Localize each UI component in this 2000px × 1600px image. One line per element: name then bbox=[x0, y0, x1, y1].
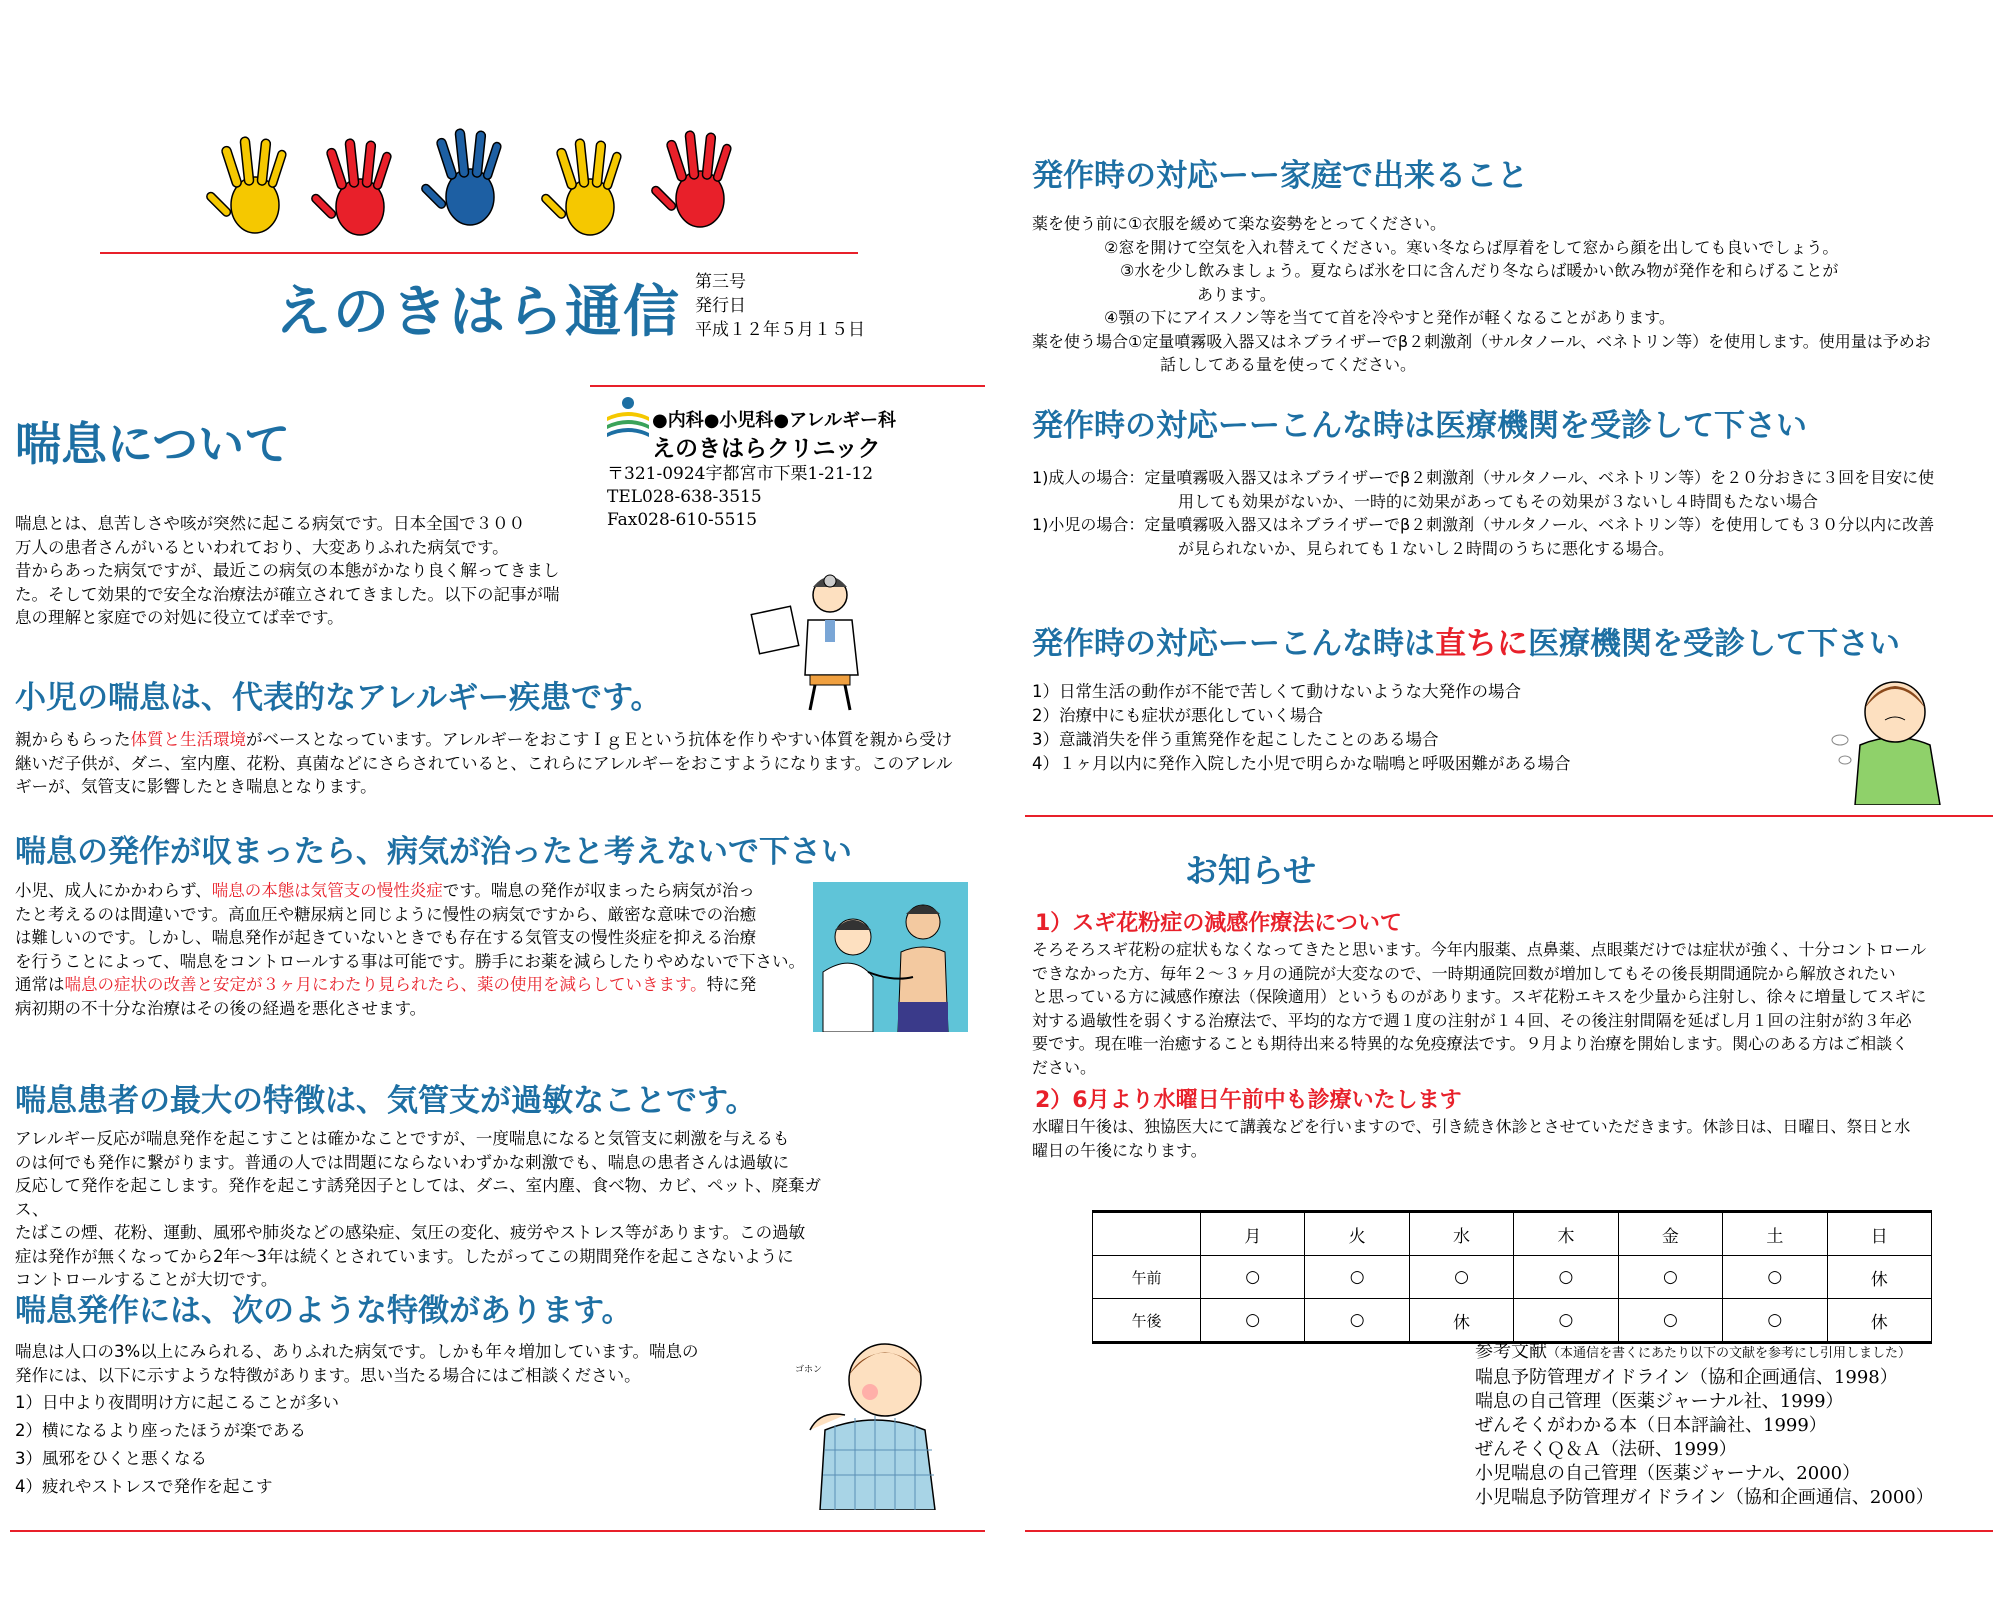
reference-item: ぜんそくＱ＆Ａ（法研、1999） bbox=[1475, 1439, 1737, 1460]
issue-number: 第三号 bbox=[695, 272, 746, 292]
sick-child-illustration bbox=[1830, 670, 1955, 809]
table-cell: ○ bbox=[1514, 1256, 1618, 1299]
reference-item: 小児喘息の自己管理（医薬ジャーナル、2000） bbox=[1475, 1463, 1861, 1484]
highlight: 喘息の症状の改善と安定が３ヶ月にわたり見られたら、薬の使用を減らしていきます。 bbox=[64, 975, 707, 994]
list-item: 3）意識消失を伴う重篤発作を起こしたことのある場合 bbox=[1032, 730, 1439, 749]
references-heading bbox=[1475, 1340, 1995, 1366]
wednesday-line: 曜日の午後になります。 bbox=[1032, 1140, 1207, 1160]
list-item: 2）治療中にも症状が悪化していく場合 bbox=[1032, 706, 1323, 725]
references bbox=[1475, 1340, 1995, 1510]
pollen-notice-text bbox=[1032, 938, 1992, 1079]
clinic-tel: TEL028-638-3515 bbox=[607, 487, 762, 507]
home-line: 話ししてある量を使ってください。 bbox=[1160, 355, 1417, 374]
s2-line-5 bbox=[15, 973, 815, 997]
s2-line: を行うことによって、喘息をコントロールする事は可能です。勝手にお薬を減らしたりやめないで下さい。 bbox=[15, 951, 806, 971]
day-header: 水 bbox=[1409, 1212, 1513, 1256]
table-row bbox=[1093, 1256, 1932, 1299]
list-item: 2）横になるより座ったほうが楽である bbox=[15, 1421, 306, 1440]
table-cell: ○ bbox=[1201, 1256, 1305, 1299]
wednesday-notice-text bbox=[1032, 1115, 1992, 1162]
notice-title: お知らせ bbox=[1185, 851, 1317, 890]
text: 特に発 bbox=[706, 975, 757, 994]
pollen-line: 要です。現在唯一治癒することも期待出来る特異的な免疫療法です。９月より治療を開始します。関心のある方はご相談く bbox=[1032, 1034, 1909, 1053]
pollen-line: できなかった方、毎年２～３ヶ月の通院が大変なので、一時期通院回数が増加してもその後長期間通院から解放されたい bbox=[1032, 963, 1896, 983]
home-line: 薬を使う前に①衣服を緩めて楽な姿勢をとってください。 bbox=[1032, 214, 1447, 233]
pollen-notice-title: 1）スギ花粉症の減感作療法について bbox=[1035, 911, 1402, 936]
urgent-consult-title bbox=[1032, 618, 1900, 663]
pollen-line: 対する過敏性を弱くする治療法で、平均的な方で週１度の注射が１４回、その後注射間隔を延ばし月１回の注射が約３年必 bbox=[1032, 1010, 1912, 1030]
clinic-schedule-table bbox=[1092, 1210, 1932, 1344]
day-header: 日 bbox=[1827, 1212, 1931, 1256]
masthead-rule bbox=[100, 252, 858, 254]
text: 参考文献 bbox=[1475, 1341, 1547, 1362]
home-line: ②窓を開けて空気を入れ替えてください。寒い冬ならば厚着をして窓から顔を出しても良いでしょう。 bbox=[1104, 237, 1839, 257]
text: 医療機関を受診して下さい bbox=[1528, 626, 1900, 662]
list-item: 4）１ヶ月以内に発作入院した小児で明らかな喘鳴と呼吸困難がある場合 bbox=[1032, 754, 1571, 773]
pollen-line: と思っている方に減感作療法（保険適用）というものがあります。スギ花粉エキスを少量から注射し、徐々に増量してスギに bbox=[1032, 987, 1927, 1006]
s1-line: 継いだ子供が、ダニ、室内塵、花粉、真菌などにさらされていると、これらにアレルギーをおこすようになります。このアレル bbox=[15, 753, 953, 773]
s3-line: 症は発作が無くなってから2年～3年は続くとされています。したがってこの期間発作を起こさないように bbox=[15, 1246, 794, 1266]
clinic-fax: Fax028-610-5515 bbox=[607, 510, 758, 530]
s3-line: たばこの煙、花粉、運動、風邪や肺炎などの感染症、気圧の変化、疲労やストレス等があります。この過敏 bbox=[15, 1223, 806, 1242]
s2-line: たと考えるのは間違いです。高血圧や糖尿病と同じように慢性の病気ですから、厳密な意味での治癒 bbox=[15, 904, 757, 924]
table-row bbox=[1093, 1299, 1932, 1343]
section-child-asthma-text bbox=[15, 728, 975, 799]
day-header: 月 bbox=[1201, 1212, 1305, 1256]
table-cell: ○ bbox=[1305, 1256, 1409, 1299]
consult-text bbox=[1032, 466, 1992, 560]
table-cell: 休 bbox=[1827, 1299, 1931, 1343]
list-item: 1）日常生活の動作が不能で苦しくて動けないような大発作の場合 bbox=[1032, 682, 1521, 701]
section-hypersensitivity-title: 喘息患者の最大の特徴は、気管支が過敏なことです。 bbox=[15, 1083, 757, 1119]
left-footer-rule bbox=[10, 1530, 985, 1532]
home-response-text bbox=[1032, 212, 1992, 377]
hand-yellow-1 bbox=[205, 137, 287, 233]
hand-blue bbox=[420, 129, 502, 225]
list-item: 1）日中より夜間明け方に起こることが多い bbox=[15, 1393, 339, 1412]
pollen-line: ださい。 bbox=[1032, 1057, 1097, 1077]
day-header: 金 bbox=[1618, 1212, 1722, 1256]
home-line: ④顎の下にアイスノン等を当てて首を冷やすと発作が軽くなることがあります。 bbox=[1104, 308, 1675, 327]
table-cell: ○ bbox=[1305, 1299, 1409, 1343]
intro-text bbox=[15, 512, 665, 630]
pollen-line: そろそろスギ花粉の症状もなくなってきたと思います。今年内服薬、点鼻薬、点眼薬だけでは症状が強く、十分コントロール bbox=[1032, 940, 1927, 959]
hand-red-1 bbox=[310, 139, 392, 235]
section-child-asthma-title: 小児の喘息は、代表的なアレルギー疾患です。 bbox=[15, 680, 662, 716]
right-footer-rule bbox=[1025, 1530, 1993, 1532]
intro-line: 昔からあった病気ですが、最近この病気の本態がかなり良く解ってきまし bbox=[15, 561, 560, 580]
svg-text:ゴホン: ゴホン bbox=[795, 1365, 823, 1375]
newsletter-title: えのきはら通信 bbox=[275, 280, 681, 345]
consult-line: 1)成人の場合：定量噴霧吸入器又はネブライザーでβ２刺激剤（サルタノール、ベネトリン等）を２０分おきに３回を目安に使 bbox=[1032, 468, 1935, 487]
wednesday-notice-title: 2）6月より水曜日午前中も診療いたします bbox=[1035, 1088, 1462, 1113]
consult-line: が見られないか、見られても１ないし２時間のうちに悪化する場合。 bbox=[1178, 538, 1675, 558]
section-attack-features-text bbox=[15, 1340, 775, 1499]
section-attack-subsided-text bbox=[15, 879, 815, 1020]
day-header: 土 bbox=[1723, 1212, 1827, 1256]
table-cell: ○ bbox=[1723, 1256, 1827, 1299]
hand-prints bbox=[205, 125, 765, 245]
issued-label: 発行日 bbox=[695, 296, 746, 316]
text: 通常は bbox=[15, 975, 65, 994]
table-cell: 休 bbox=[1827, 1256, 1931, 1299]
consult-line: 用しても効果がないか、一時的に効果があってもその効果が３ないし４時間もたない場合 bbox=[1178, 491, 1818, 511]
home-line: ③水を少し飲みましょう。夏ならば氷を口に含んだり冬ならば暖かい飲み物が発作を和らげることが bbox=[1120, 261, 1839, 280]
day-header: 木 bbox=[1514, 1212, 1618, 1256]
clinic-logo bbox=[605, 395, 651, 443]
consult-line: 1)小児の場合：定量噴霧吸入器又はネブライザーでβ２刺激剤（サルタノール、ベネトリン等）を使用しても３０分以内に改善 bbox=[1032, 515, 1935, 534]
clinic-address: 〒321-0924宇都宮市下栗1-21-12 bbox=[607, 464, 874, 484]
table-cell: 休 bbox=[1409, 1299, 1513, 1343]
table-cell: ○ bbox=[1409, 1256, 1513, 1299]
s2-line: 病初期の不十分な治療はその後の経過を悪化させます。 bbox=[15, 998, 427, 1018]
urgent-consult-list bbox=[1032, 680, 1832, 776]
table-cell: ○ bbox=[1618, 1299, 1722, 1343]
issue-date: 平成１２年５月１５日 bbox=[695, 320, 865, 340]
s3-line: 反応して発作を起こします。発作を起こす誘発因子としては、ダニ、室内塵、食べ物、カビ、ペット、廃棄ガス、 bbox=[15, 1176, 822, 1219]
main-title: 喘息について bbox=[15, 417, 291, 471]
list-item: 3）風邪をひくと悪くなる bbox=[15, 1449, 207, 1468]
examination-illustration bbox=[813, 882, 968, 1036]
s1-line: ギーが、気管支に影響したとき喘息となります。 bbox=[15, 777, 377, 796]
right-mid-rule bbox=[1025, 815, 1993, 817]
reference-item: ぜんそくがわかる本（日本評論社、1999） bbox=[1475, 1415, 1827, 1436]
intro-line: 息の理解と家庭での対処に役立てば幸です。 bbox=[15, 608, 344, 627]
intro-line: 万人の患者さんがいるといわれており、大変ありふれた病気です。 bbox=[15, 537, 509, 557]
attack-features-list bbox=[15, 1391, 775, 1499]
intro-line: 喘息とは、息苦しさや咳が突然に起こる病気です。日本全国で３００ bbox=[15, 514, 526, 533]
text: 小児、成人にかかわらず、 bbox=[15, 881, 212, 900]
text: 親からもらった bbox=[15, 730, 131, 749]
clinic-rule bbox=[590, 385, 985, 387]
s3-line: のは何でも発作に繋がります。普通の人では問題にならないわずかな刺激でも、喘息の患者さんは過敏に bbox=[15, 1152, 790, 1172]
highlight: 体質と生活環境 bbox=[130, 730, 246, 749]
issue-info bbox=[695, 270, 865, 342]
text: （本通信を書くにあたり以下の文献を参考にし引用しました） bbox=[1547, 1346, 1912, 1361]
doctor-illustration bbox=[750, 565, 880, 719]
s2-line-1 bbox=[15, 879, 815, 903]
table-cell: ○ bbox=[1514, 1299, 1618, 1343]
list-item: 4）疲れやストレスで発作を起こす bbox=[15, 1477, 273, 1496]
s3-line: コントロールすることが大切です。 bbox=[15, 1270, 278, 1289]
home-response-title: 発作時の対応ーー家庭で出来ること bbox=[1032, 158, 1528, 194]
s3-line: アレルギー反応が喘息発作を起こすことは確かなことですが、一度喘息になると気管支に刺激を与えるも bbox=[15, 1129, 790, 1148]
text: 発作時の対応ーーこんな時は bbox=[1032, 626, 1435, 662]
s1-line-1 bbox=[15, 728, 975, 752]
clinic-name: えのきはらクリニック bbox=[652, 436, 881, 462]
s4-line: 発作には、以下に示すような特徴があります。思い当たる場合にはご相談ください。 bbox=[15, 1365, 641, 1385]
section-attack-features-title: 喘息発作には、次のような特徴があります。 bbox=[15, 1293, 633, 1329]
day-header: 火 bbox=[1305, 1212, 1409, 1256]
table-cell: ○ bbox=[1618, 1256, 1722, 1299]
s2-line: は難しいのです。しかし、喘息発作が起きていないときでも存在する気管支の慢性炎症を抑える治療 bbox=[15, 928, 757, 947]
highlight: 喘息の本態は気管支の慢性炎症 bbox=[211, 881, 443, 900]
hand-yellow-2 bbox=[540, 139, 622, 235]
reference-item: 喘息の自己管理（医薬ジャーナル社、1999） bbox=[1475, 1391, 1844, 1412]
row-label: 午後 bbox=[1093, 1299, 1201, 1343]
table-cell bbox=[1093, 1212, 1201, 1256]
table-row bbox=[1093, 1212, 1932, 1256]
hand-red-2 bbox=[650, 131, 732, 227]
table-cell: ○ bbox=[1723, 1299, 1827, 1343]
reference-item: 喘息予防管理ガイドライン（協和企画通信、1998） bbox=[1475, 1367, 1898, 1388]
row-label: 午前 bbox=[1093, 1256, 1201, 1299]
wednesday-line: 水曜日午後は、独協医大にて講義などを行いますので、引き続き休診とさせていただきます。休診日は、日曜日、祭日と水 bbox=[1032, 1117, 1911, 1136]
intro-line: た。そして効果的で安全な治療法が確立されてきました。以下の記事が喘 bbox=[15, 584, 560, 604]
home-line: あります。 bbox=[1197, 284, 1276, 304]
coughing-boy-illustration bbox=[790, 1330, 960, 1514]
text: がベースとなっています。アレルギーをおこすＩｇＥという抗体を作りやすい体質を親から受け bbox=[246, 730, 953, 749]
section-attack-subsided-title: 喘息の発作が収まったら、病気が治ったと考えないで下さい bbox=[15, 834, 852, 870]
section-hypersensitivity-text bbox=[15, 1127, 845, 1292]
reference-item: 小児喘息予防管理ガイドライン（協和企画通信、2000） bbox=[1475, 1487, 1934, 1508]
home-line: 薬を使う場合①定量噴霧吸入器又はネブライザーでβ２刺激剤（サルタノール、ベネトリン等）を使用します。使用量は予めお bbox=[1032, 331, 1931, 351]
table-cell: ○ bbox=[1201, 1299, 1305, 1343]
text: です。喘息の発作が収まったら病気が治っ bbox=[442, 881, 755, 900]
consult-title: 発作時の対応ーーこんな時は医療機関を受診して下さい bbox=[1032, 408, 1807, 444]
s4-line: 喘息は人口の3%以上にみられる、ありふれた病気です。しかも年々増加しています。喘息の bbox=[15, 1342, 699, 1361]
clinic-departments: ●内科●小児科●アレルギー科 bbox=[652, 410, 896, 431]
highlight: 直ちに bbox=[1435, 626, 1528, 662]
